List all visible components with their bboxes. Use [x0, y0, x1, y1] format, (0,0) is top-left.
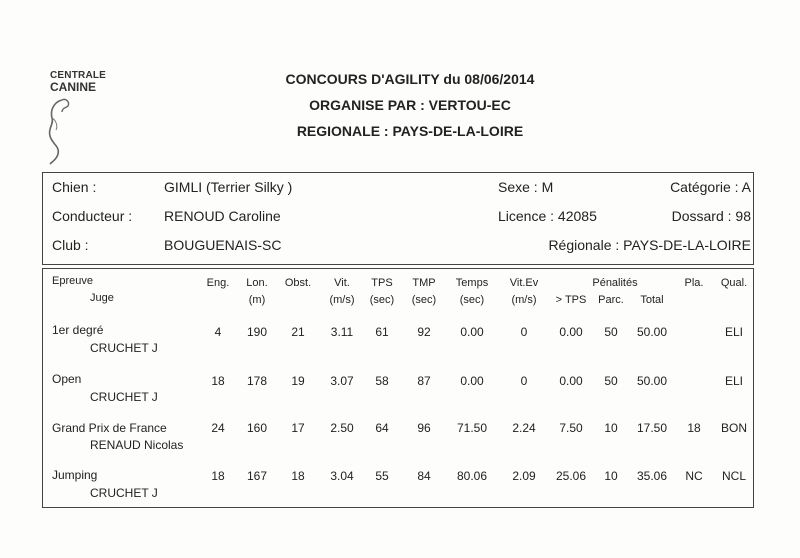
row3-tps: 64 — [375, 421, 389, 435]
row4-juge: CRUCHET J — [90, 486, 158, 500]
row2-pen-tps: 0.00 — [559, 374, 583, 388]
row1-vit: 3.11 — [330, 325, 354, 339]
col-vit: Vit. — [334, 277, 350, 289]
row4-pen-tps: 25.06 — [555, 469, 587, 483]
sexe-field: Sexe : M — [498, 179, 554, 195]
row3-temps: 71.50 — [456, 421, 488, 435]
chien-label: Chien : — [52, 179, 97, 195]
col-tmp: TMP — [412, 277, 436, 289]
row2-tmp: 87 — [417, 374, 431, 388]
col-pen-total: Total — [640, 294, 664, 306]
row2-vitev: 0 — [520, 374, 528, 388]
header-line2: ORGANISE PAR : VERTOU-EC — [309, 97, 511, 113]
club-label: Club : — [52, 237, 89, 253]
row1-epreuve: 1er degré — [52, 323, 104, 337]
col-vitev: Vit.Ev — [509, 277, 539, 289]
row2-juge: CRUCHET J — [90, 390, 158, 404]
row3-vitev: 2.24 — [512, 421, 536, 435]
centrale-canine-logo — [44, 68, 110, 168]
header-line3: REGIONALE : PAYS-DE-LA-LOIRE — [296, 123, 524, 139]
row2-qual: ELI — [724, 374, 743, 388]
row3-eng: 24 — [211, 421, 225, 435]
row1-vitev: 0 — [520, 325, 528, 339]
row1-tps: 61 — [375, 325, 389, 339]
row4-vit: 3.04 — [330, 469, 354, 483]
row2-tps: 58 — [375, 374, 389, 388]
row3-pen-total: 17.50 — [636, 421, 668, 435]
col-eng: Eng. — [206, 277, 230, 289]
row1-tmp: 92 — [417, 325, 431, 339]
regionale-field: Régionale : PAYS-DE-LA-LOIRE — [548, 237, 751, 253]
row3-lon: 160 — [246, 421, 268, 435]
row4-obst: 18 — [291, 469, 305, 483]
row3-pen-tps: 7.50 — [559, 421, 583, 435]
row4-pla: NC — [685, 469, 703, 483]
col-epreuve: Epreuve — [52, 275, 93, 287]
row3-vit: 2.50 — [330, 421, 354, 435]
logo-line2: CANINE — [50, 80, 97, 94]
col-lon: Lon. — [246, 277, 268, 289]
row4-vitev: 2.09 — [512, 469, 536, 483]
row1-eng: 4 — [214, 325, 222, 339]
col-lon-unit: (m) — [248, 294, 266, 306]
col-tps: TPS — [371, 277, 393, 289]
col-temps-unit: (sec) — [459, 294, 485, 306]
row4-tps: 55 — [375, 469, 389, 483]
row1-pen-total: 50.00 — [636, 325, 668, 339]
col-obst: Obst. — [284, 277, 312, 289]
row1-qual: ELI — [724, 325, 743, 339]
col-pen-parc: Parc. — [598, 294, 624, 306]
col-pen-tps: > TPS — [555, 294, 587, 306]
col-qual: Qual. — [720, 277, 748, 289]
row1-pen-parc: 50 — [604, 325, 618, 339]
row1-lon: 190 — [246, 325, 268, 339]
row2-temps: 0.00 — [460, 374, 484, 388]
col-vitev-unit: (m/s) — [511, 294, 537, 306]
logo-dog-icon — [44, 96, 78, 166]
row4-temps: 80.06 — [456, 469, 488, 483]
col-penalites: Pénalités — [592, 277, 638, 289]
row4-tmp: 84 — [417, 469, 431, 483]
row4-eng: 18 — [211, 469, 225, 483]
logo-line1: CENTRALE — [50, 70, 107, 81]
col-temps: Temps — [455, 277, 489, 289]
club-value: BOUGUENAIS-SC — [164, 237, 282, 253]
row2-pen-parc: 50 — [604, 374, 618, 388]
chien-value: GIMLI (Terrier Silky ) — [164, 179, 293, 195]
row3-pen-parc: 10 — [604, 421, 618, 435]
row4-epreuve: Jumping — [52, 468, 98, 482]
row4-lon: 167 — [246, 469, 268, 483]
row3-tmp: 96 — [417, 421, 431, 435]
row3-pla: 18 — [687, 421, 701, 435]
row2-lon: 178 — [246, 374, 268, 388]
row1-juge: CRUCHET J — [90, 341, 158, 355]
categorie-field: Catégorie : A — [670, 179, 751, 195]
row4-pen-parc: 10 — [604, 469, 618, 483]
row3-juge: RENAUD Nicolas — [90, 438, 184, 452]
col-tmp-unit: (sec) — [411, 294, 437, 306]
col-pla: Pla. — [684, 277, 704, 289]
row4-pen-total: 35.06 — [636, 469, 668, 483]
conducteur-value: RENOUD Caroline — [164, 208, 281, 224]
licence-field: Licence : 42085 — [498, 208, 597, 224]
col-vit-unit: (m/s) — [329, 294, 355, 306]
row2-obst: 19 — [291, 374, 305, 388]
row2-epreuve: Open — [52, 372, 82, 386]
header-line1: CONCOURS D'AGILITY du 08/06/2014 — [285, 71, 535, 87]
col-juge: Juge — [90, 292, 114, 304]
row1-temps: 0.00 — [460, 325, 484, 339]
row2-pen-total: 50.00 — [636, 374, 668, 388]
row2-eng: 18 — [211, 374, 225, 388]
row1-pen-tps: 0.00 — [559, 325, 583, 339]
row4-qual: NCL — [721, 469, 746, 483]
col-tps-unit: (sec) — [369, 294, 395, 306]
row3-qual: BON — [720, 421, 747, 435]
row3-epreuve: Grand Prix de France — [52, 421, 167, 435]
dossard-field: Dossard : 98 — [671, 208, 751, 224]
row1-obst: 21 — [291, 325, 305, 339]
row2-vit: 3.07 — [330, 374, 354, 388]
conducteur-label: Conducteur : — [52, 208, 133, 224]
row3-obst: 17 — [291, 421, 305, 435]
